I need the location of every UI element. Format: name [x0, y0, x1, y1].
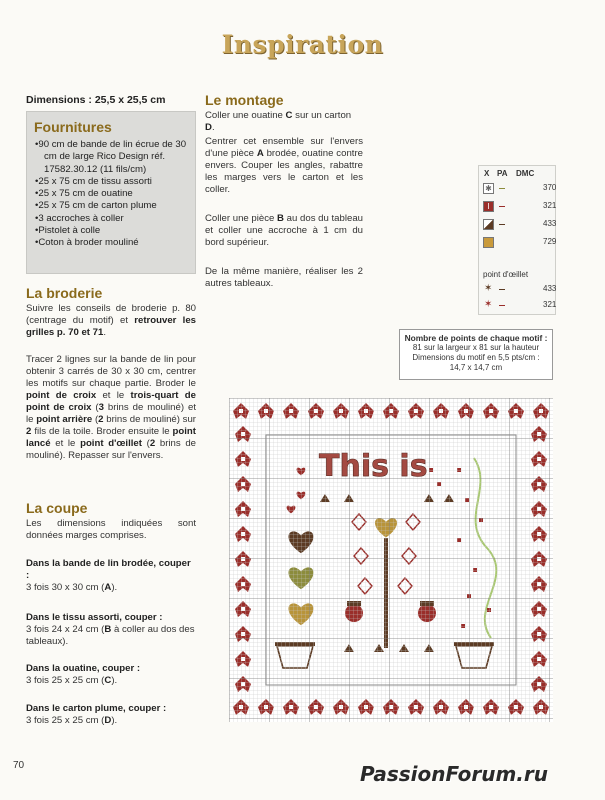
supply-item: • 90 cm de bande de lin écrue de 30 cm de large Rico Design réf. 17582.30.12 (11 fils/cm): [35, 139, 189, 176]
legend-row: 433: [483, 219, 553, 231]
stitch-count-box: [399, 329, 553, 380]
chart-coarse-grid: [229, 398, 553, 722]
eyelet-icon: ✶: [484, 283, 493, 294]
backstitch-icon: [499, 206, 505, 207]
legend-header-pa: PA: [497, 169, 508, 178]
color-legend: [478, 165, 556, 315]
page-title: Inspiration: [221, 30, 384, 59]
broderie-instructions: Tracer 2 lignes sur la bande de lin pour obtenir 3 carrés de 30 x 30 cm, centrer les motifs sur chaque partie. Broder le point de croix et le trois-quart de point de croix (3 brins de mouliné) et le point arrière (2 brins de mouliné) sur 2 fils de la toile. Broder ensuite le point lancé et le point d'œillet (2 brins de mouliné). Repasser sur l'envers.: [26, 354, 197, 461]
supplies-list: [27, 139, 195, 250]
cross-stitch-chart: [229, 398, 553, 722]
chart-text: This is: [319, 449, 428, 484]
montage-step1: Coller une ouatine C sur un carton D.: [205, 110, 352, 133]
supplies-box: [26, 111, 196, 274]
supply-item: • 25 x 75 cm de ouatine: [35, 188, 189, 200]
coupe-heading: La coupe: [26, 500, 88, 516]
coupe-tissu: Dans le tissu assorti, couper : 3 fois 24 x 24 cm (B à coller au dos des tableaux).: [26, 612, 195, 647]
gold-square-icon: [483, 237, 494, 248]
supply-item: • Pistolet à colle: [35, 225, 189, 237]
montage-step3: Coller une pièce B au dos du tableau et coller une accroche à 1 cm du bord supérieur.: [205, 213, 363, 248]
legend-row: ✱ 370: [483, 183, 553, 195]
star-symbol-icon: ✱: [483, 183, 494, 194]
legend-header-dmc: DMC: [516, 169, 535, 178]
eyelet-label: point d'œillet: [483, 270, 529, 279]
coupe-intro: Les dimensions indiquées sont données marges comprises.: [26, 518, 196, 541]
stitch-count-line: 14,7 x 14,7 cm: [449, 363, 503, 372]
legend-header-x: X: [484, 169, 490, 178]
legend-row: ✶ 433: [484, 283, 557, 294]
legend-row: I 321: [483, 201, 553, 213]
supply-item: • 25 x 75 cm de tissu assorti: [35, 176, 189, 188]
legend-row: ✶ 321: [484, 299, 557, 310]
coupe-carton: Dans le carton plume, couper : 3 fois 25 x 25 cm (D).: [26, 703, 167, 726]
backstitch-icon: [499, 224, 505, 225]
supply-item: • 3 accroches à coller: [35, 213, 189, 225]
watermark: PassionForum.ru: [360, 762, 549, 786]
stitch-count-title: Nombre de points de chaque motif :: [404, 333, 548, 343]
coupe-lin: Dans la bande de lin brodée, couper : 3 fois 30 x 30 cm (A).: [26, 558, 191, 593]
eyelet-icon: ✶: [484, 299, 493, 310]
supply-item: • 25 x 75 cm de carton plume: [35, 200, 189, 212]
stitch-count-line: 81 sur la largeur x 81 sur la hauteur: [412, 343, 540, 352]
supply-item: • Coton à broder mouliné: [35, 237, 189, 249]
backstitch-icon: [499, 188, 505, 189]
page-number: 70: [13, 760, 25, 771]
dimensions: Dimensions : 25,5 x 25,5 cm: [26, 94, 166, 106]
backstitch-icon: [499, 289, 505, 290]
half-triangle-icon: [483, 219, 494, 230]
supplies-heading: Fournitures: [34, 119, 112, 135]
stitch-count-line: Dimensions du motif en 5,5 pts/cm :: [412, 353, 540, 362]
montage-step4: De la même manière, réaliser les 2 autres tableaux.: [205, 266, 363, 289]
montage-heading: Le montage: [205, 92, 284, 108]
montage-step2: Centrer cet ensemble sur l'envers d'une pièce A brodée, ouatine contre envers. Couper les angles, rabattre les marges vers le carton et les coller.: [205, 136, 363, 195]
legend-row: 729: [483, 237, 553, 249]
i-symbol-icon: I: [483, 201, 494, 212]
backstitch-icon: [499, 305, 505, 306]
coupe-ouatine: Dans la ouatine, couper : 3 fois 25 x 25 cm (C).: [26, 663, 141, 686]
broderie-heading: La broderie: [26, 285, 103, 301]
broderie-intro: Suivre les conseils de broderie p. 80 (centrage du motif) et retrouver les grilles p. 70 et 71.: [26, 303, 196, 338]
